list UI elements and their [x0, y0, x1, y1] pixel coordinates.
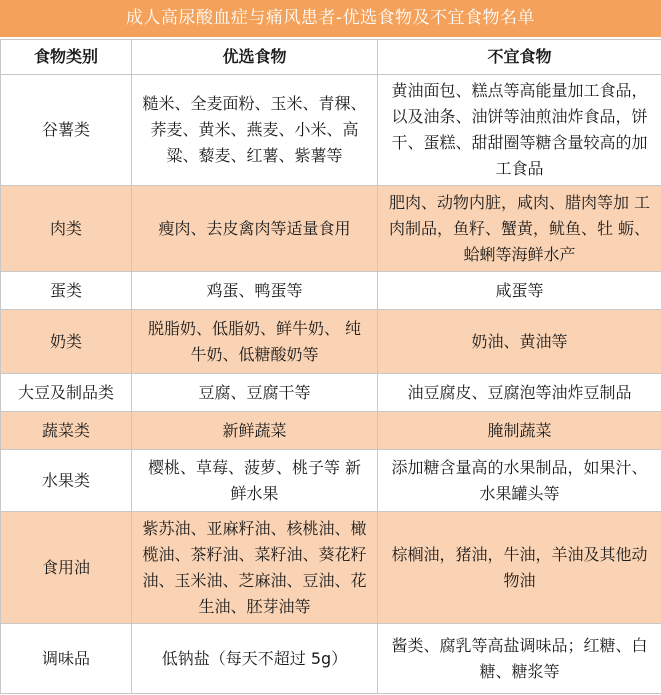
- avoid-cell: 黄油面包、糕点等高能量加工食品，以及油条、油饼等油煎油炸食品，饼干、蛋糕、甜甜圈等糖含量较高的加工食品: [378, 75, 661, 186]
- avoid-cell: 腌制蔬菜: [378, 412, 661, 450]
- avoid-cell: 酱类、腐乳等高盐调味品；红糖、白糖、糖浆等: [378, 624, 661, 694]
- table-row: [1, 512, 661, 624]
- food-table: [0, 39, 661, 694]
- category-cell: 调味品: [1, 624, 132, 694]
- table-row: [1, 75, 661, 186]
- recommended-cell: 脱脂奶、低脂奶、鲜牛奶、 纯牛奶、低糖酸奶等: [132, 310, 378, 374]
- header-avoid: 不宜食物: [378, 40, 661, 75]
- category-cell: 蔬菜类: [1, 412, 132, 450]
- avoid-cell: 肥肉、动物内脏，咸肉、腊肉等加 工肉制品，鱼籽、蟹黄，鱿鱼、牡 蛎、蛤蜊等海鲜水产: [378, 186, 661, 272]
- table-row: [1, 272, 661, 310]
- category-cell: 奶类: [1, 310, 132, 374]
- avoid-cell: 奶油、黄油等: [378, 310, 661, 374]
- header-category: 食物类别: [1, 40, 132, 75]
- avoid-cell: 添加糖含量高的水果制品，如果汁、水果罐头等: [378, 450, 661, 512]
- recommended-cell: 樱桃、草莓、菠萝、桃子等 新鲜水果: [132, 450, 378, 512]
- recommended-cell: 低钠盐（每天不超过 5g）: [132, 624, 378, 694]
- table-row: [1, 624, 661, 694]
- recommended-cell: 糙米、全麦面粉、玉米、青稞、荞麦、黄米、燕麦、小米、高粱、藜麦、红薯、紫薯等: [132, 75, 378, 186]
- table-header-row: [1, 40, 661, 75]
- table-row: [1, 374, 661, 412]
- recommended-cell: 豆腐、豆腐干等: [132, 374, 378, 412]
- recommended-cell: 紫苏油、亚麻籽油、核桃油、橄榄油、茶籽油、菜籽油、葵花籽油、玉米油、芝麻油、豆油、花生油、胚芽油等: [132, 512, 378, 624]
- avoid-cell: 油豆腐皮、豆腐泡等油炸豆制品: [378, 374, 661, 412]
- table-row: [1, 186, 661, 272]
- page-title: 成人高尿酸血症与痛风患者-优选食物及不宜食物名单: [0, 0, 661, 39]
- category-cell: 水果类: [1, 450, 132, 512]
- category-cell: 肉类: [1, 186, 132, 272]
- category-cell: 蛋类: [1, 272, 132, 310]
- avoid-cell: 棕榈油，猪油，牛油，羊油及其他动物油: [378, 512, 661, 624]
- category-cell: 谷薯类: [1, 75, 132, 186]
- recommended-cell: 鸡蛋、鸭蛋等: [132, 272, 378, 310]
- recommended-cell: 瘦肉、去皮禽肉等适量食用: [132, 186, 378, 272]
- avoid-cell: 咸蛋等: [378, 272, 661, 310]
- header-recommended: 优选食物: [132, 40, 378, 75]
- recommended-cell: 新鲜蔬菜: [132, 412, 378, 450]
- category-cell: 食用油: [1, 512, 132, 624]
- table-row: [1, 310, 661, 374]
- category-cell: 大豆及制品类: [1, 374, 132, 412]
- table-row: [1, 412, 661, 450]
- table-row: [1, 450, 661, 512]
